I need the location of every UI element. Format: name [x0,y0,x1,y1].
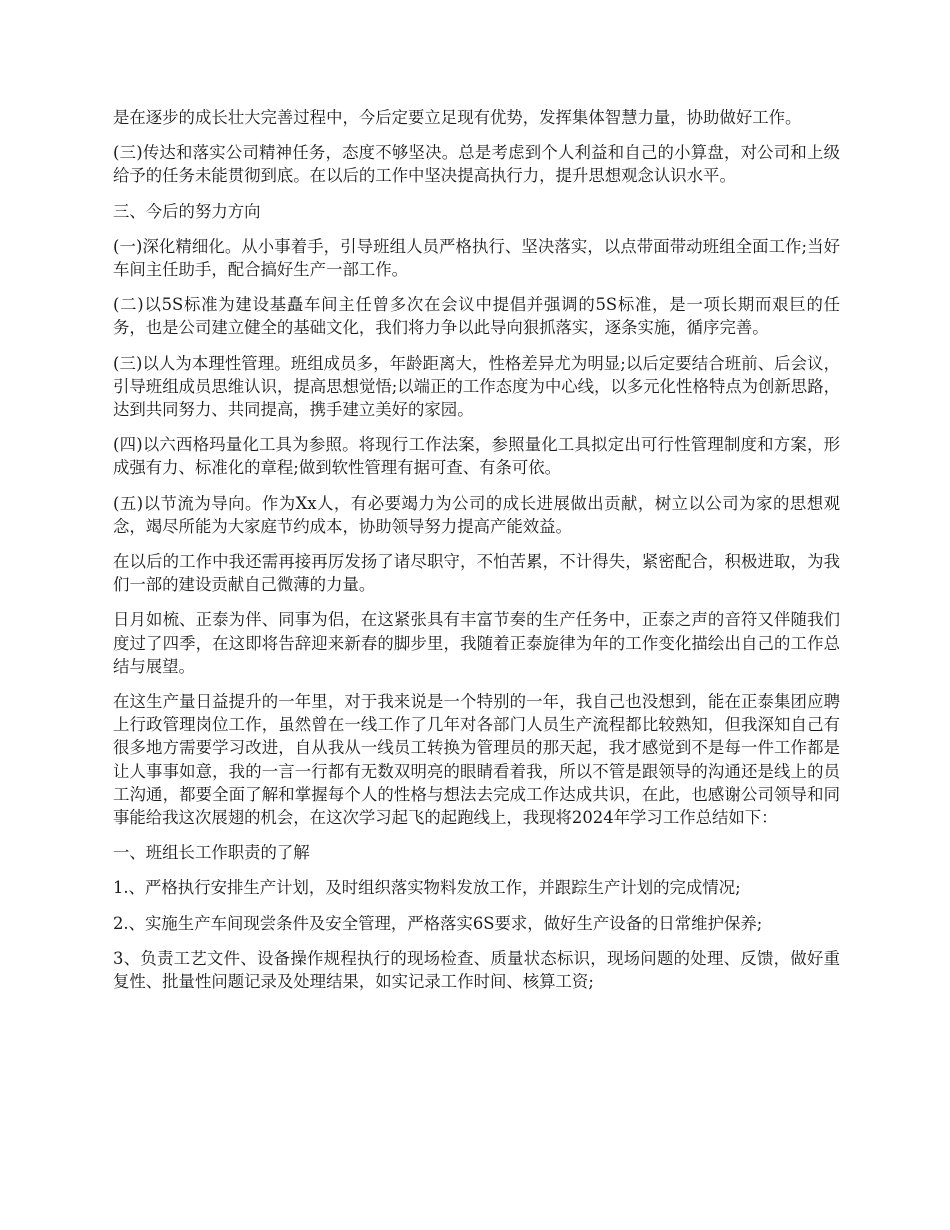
paragraph-direction-2: (二)以5S标准为建设基矗车间主任曾多次在会议中提倡并强调的5S标准，是一项长期而艰巨的任务，也是公司建立健全的基础文化，我们将力争以此导向狠抓落实，逐条实施，循序完善。 [113,295,840,338]
paragraph-new-summary-intro: 日月如梳、正泰为伴、同事为侣，在这紧张具有丰富节奏的生产任务中，正泰之声的音符又伴随我们度过了四季，在这即将告辞迎来新春的脚步里，我随着正泰旋律为年的工作变化描绘出自己的工作总结与展望。 [113,610,840,676]
paragraph-shortcoming-3: (三)传达和落实公司精神任务，态度不够坚决。总是考虑到个人利益和自己的小算盘，对公司和上级给予的任务未能贯彻到底。在以后的工作中坚决提高执行力，提升思想观念认识水平。 [113,143,840,186]
paragraph-direction-1: (一)深化精细化。从小事着手，引导班组人员严格执行、坚决落实，以点带面带动班组全面工作;当好车间主任助手，配合搞好生产一部工作。 [113,236,840,280]
paragraph-growth-intro: 是在逐步的成长壮大完善过程中，今后定要立足现有优势，发挥集体智慧力量，协助做好工作。 [113,108,802,127]
list-item-duty-2: 2.、实施生产车间现尝条件及安全管理，严格落实6S要求，做好生产设备的日常维护保养; [113,913,763,933]
paragraph-direction-5: (五)以节流为导向。作为Xx人，有必要竭力为公司的成长进展做出贡献，树立以公司为家的思想观念，竭尽所能为大家庭节约成本，协助领导努力提高产能效益。 [113,493,840,536]
section-heading-team-leader-duties: 一、班组长工作职责的了解 [113,843,310,863]
section-heading-future-direction: 三、今后的努力方向 [113,201,261,221]
paragraph-direction-3: (三)以人为本理性管理。班组成员多，年龄距离大，性格差异尤为明显;以后定要结合班前、后会议，引导班组成员思维认识，提高思想觉悟;以端正的工作态度为中心线，以多元化性格特点为创新思路，达到共同努力、共同提高，携手建立美好的家园。 [113,353,840,420]
document-body [113,106,840,1005]
paragraph-direction-4: (四)以六西格玛量化工具为参照。将现行工作法案，参照量化工具拟定出可行性管理制度和方案，形成强有力、标准化的章程;做到软性管理有据可查、有条可依。 [113,435,840,478]
paragraph-closing-commitment: 在以后的工作中我还需再接再厉发扬了诸尽职守，不怕苦累，不计得失，紧密配合，积极进取，为我们一部的建设贡献自己微薄的力量。 [113,552,840,595]
paragraph-year-reflection: 在这生产量日益提升的一年里，对于我来说是一个特别的一年，我自己也没想到，能在正泰集团应聘上行政管理岗位工作，虽然曾在一线工作了几年对各部门人员生产流程都比较熟知，但我深知自己有很多地方需要学习改进，自从我从一线员工转换为管理员的那天起，我才感觉到不是每一件工作都是让人事事如意，我的一言一行都有无数双明亮的眼睛看着我，所以不管是跟领导的沟通还是线上的员工沟通，都要全面了解和掌握每个人的性格与想法去完成工作达成共识，在此，也感谢公司领导和同事能给我这次展翅的机会，在这次学习起飞的起跑线上，我现将2024年学习工作总结如下： [113,692,840,828]
list-item-duty-3: 3、负责工艺文件、设备操作规程执行的现场检查、质量状态标识，现场问题的处理、反馈，做好重复性、批量性问题记录及处理结果，如实记录工作时间、核算工资; [113,948,840,992]
list-item-duty-1: 1.、严格执行安排生产计划，及时组织落实物料发放工作，并跟踪生产计划的完成情况; [113,878,741,898]
